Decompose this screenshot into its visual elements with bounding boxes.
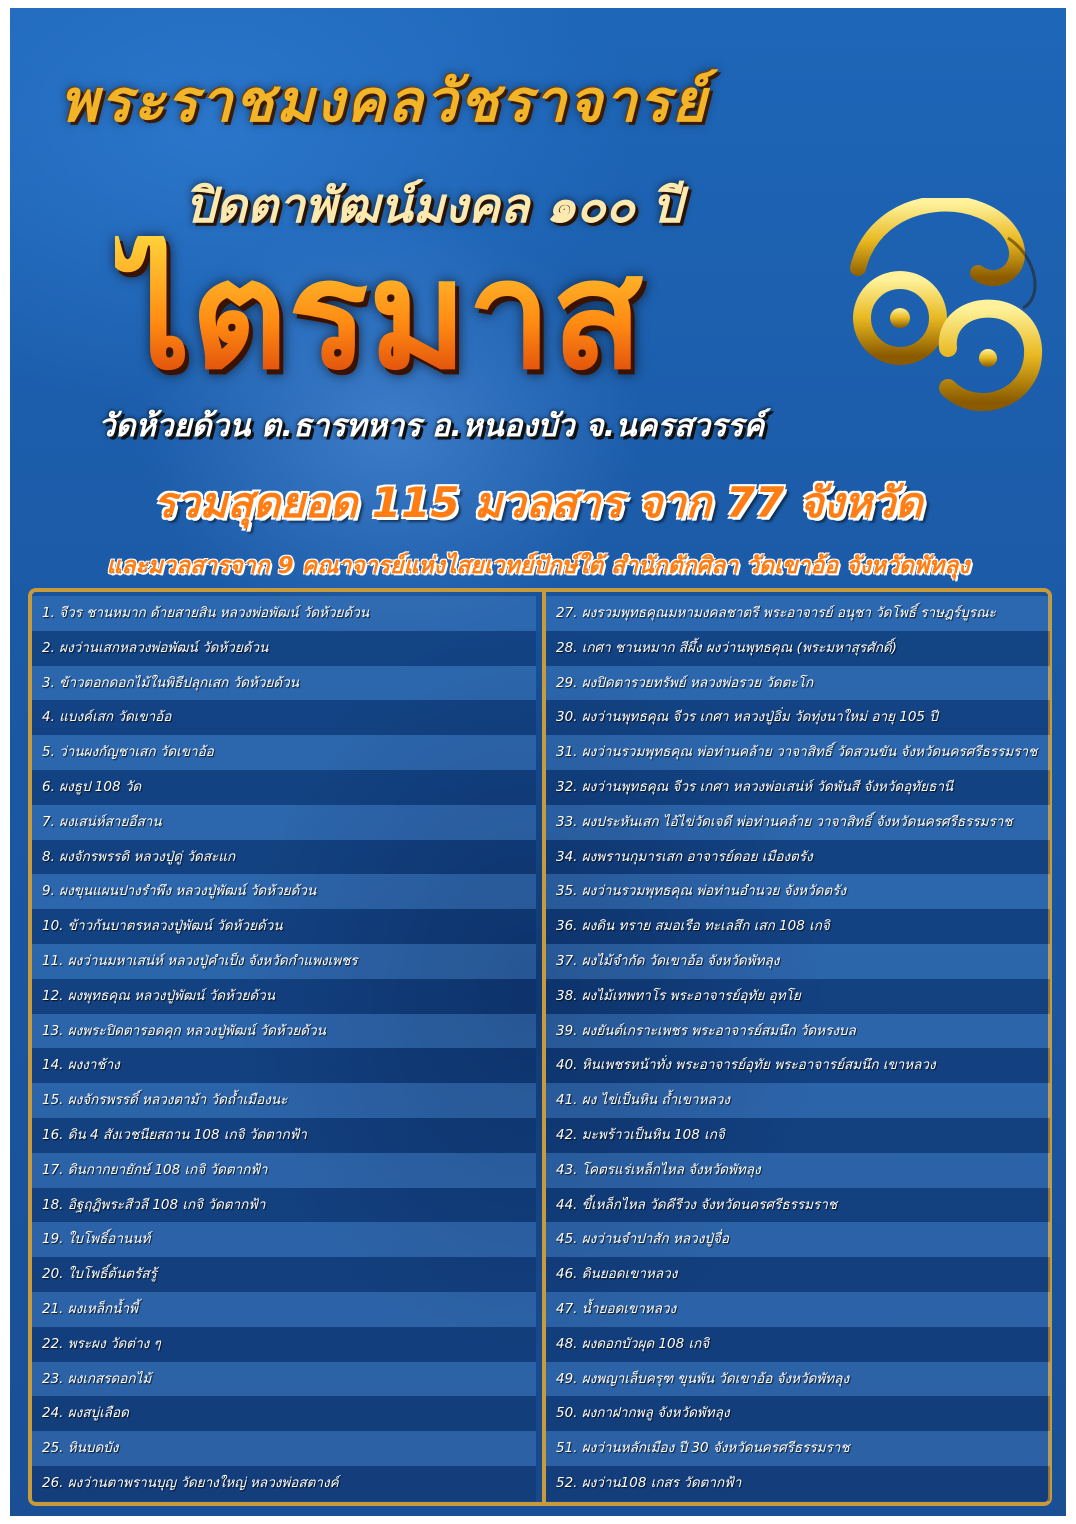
list-item: 3. ข้าวตอกดอกไม้ในพิธีปลุกเสก วัดห้วยด้วน [32,666,536,701]
temple-address: วัดห้วยด้วน ต.ธารทหาร อ.หนองบัว จ.นครสวรรค์ [98,408,765,444]
list-item: 12. ผงพุทธคุณ หลวงปู่พัฒน์ วัดห้วยด้วน [32,979,536,1014]
list-item: 22. พระผง วัดต่าง ๆ [32,1327,536,1362]
list-item: 4. แบงค์เสก วัดเขาอ้อ [32,700,536,735]
list-item: 40. หินเพชรหน้าทั่ง พระอาจารย์อุทัย พระอาจารย์สมนึก เขาหลวง [546,1048,1050,1083]
ingredient-list-left [32,596,536,1501]
list-item: 2. ผงว่านเสกหลวงพ่อพัฒน์ วัดห้วยด้วน [32,631,536,666]
list-item: 48. ผงดอกบัวผุด 108 เกจิ [546,1327,1050,1362]
list-item: 29. ผงปิดตารวยทรัพย์ หลวงพ่อรวย วัดตะโก [546,666,1050,701]
list-item: 24. ผงสบู่เลือด [32,1396,536,1431]
list-item: 31. ผงว่านรวมพุทธคุณ พ่อท่านคล้าย วาจาสิทธิ์ วัดสวนขัน จังหวัดนครศรีธรรมราช [546,735,1050,770]
list-item: 5. ว่านผงกัญชาเสก วัดเขาอ้อ [32,735,536,770]
list-item: 1. จีวร ชานหมาก ด้ายสายสิน หลวงพ่อพัฒน์ วัดห้วยด้วน [32,596,536,631]
list-item: 49. ผงพญาเล็บครุฑ ขุนพัน วัดเขาอ้อ จังหวัดพัทลุง [546,1362,1050,1397]
list-item: 16. ดิน 4 สังเวชนียสถาน 108 เกจิ วัดตากฟ้า [32,1118,536,1153]
list-item: 8. ผงจักรพรรดิ หลวงปู่ดู่ วัดสะแก [32,840,536,875]
list-item: 14. ผงงาช้าง [32,1048,536,1083]
list-item: 45. ผงว่านจำปาสัก หลวงปู่จื่อ [546,1222,1050,1257]
list-item: 30. ผงว่านพุทธคุณ จีวร เกศา หลวงปู่อิ่ม วัดทุ่งนาใหม่ อายุ 105 ปี [546,700,1050,735]
list-item: 9. ผงขุนแผนปางรำพึง หลวงปู่พัฒน์ วัดห้วยด้วน [32,874,536,909]
list-item: 51. ผงว่านหลักเมือง ปี 30 จังหวัดนครศรีธรรมราช [546,1431,1050,1466]
list-item: 26. ผงว่านตาพรานบุญ วัดยางใหญ่ หลวงพ่อสตางค์ [32,1466,536,1501]
ingredient-list-frame [28,588,1052,1506]
list-item: 50. ผงกาฝากพลู จังหวัดพัทลุง [546,1396,1050,1431]
list-item: 34. ผงพรานกุมารเสก อาจารย์ดอย เมืองตรัง [546,840,1050,875]
list-item: 46. ดินยอดเขาหลวง [546,1257,1050,1292]
list-item: 18. อิฐฤฎิพระสีวลี 108 เกจิ วัดตากฟ้า [32,1188,536,1223]
list-item: 52. ผงว่าน108 เกสร วัดตากฟ้า [546,1466,1050,1501]
list-item: 28. เกศา ชานหมาก สีผึ้ง ผงว่านพุทธคุณ (พระมหาสุรศักดิ์) [546,631,1050,666]
list-item: 41. ผง ไข่เป็นหิน ถ้ำเขาหลวง [546,1083,1050,1118]
list-item: 44. ขี้เหล็กไหล วัดคีรีวง จังหวัดนครศรีธรรมราช [546,1188,1050,1223]
list-item: 7. ผงเสน่ห์สายอีสาน [32,805,536,840]
title-line2: ปิดตาพัฒน์มงคล ๑๐๐ ปี [185,178,683,234]
ingredient-list-right [546,596,1050,1501]
list-item: 13. ผงพระปิดตารอดคุก หลวงปู่พัฒน์ วัดห้วยด้วน [32,1014,536,1049]
poster [10,8,1066,1516]
list-item: 32. ผงว่านพุทธคุณ จีวร เกศา หลวงพ่อเสน่ห์ วัดพันสี จังหวัดอุทัยธานี [546,770,1050,805]
headline: รวมสุดยอด 115 มวลสาร จาก 77 จังหวัด [153,478,923,527]
list-item: 10. ข้าวก้นบาตรหลวงปู่พัฒน์ วัดห้วยด้วน [32,909,536,944]
list-item: 39. ผงยันต์เกราะเพชร พระอาจารย์สมนึก วัดหรงบล [546,1014,1050,1049]
list-item: 37. ผงไม้จำกัด วัดเขาอ้อ จังหวัดพัทลุง [546,944,1050,979]
list-item: 38. ผงไม้เทพทาโร พระอาจารย์อุทัย อุทโย [546,979,1050,1014]
list-item: 21. ผงเหล็กน้ำพี้ [32,1292,536,1327]
list-item: 17. ดินกากยายักษ์ 108 เกจิ วัดตากฟ้า [32,1153,536,1188]
list-item: 35. ผงว่านรวมพุทธคุณ พ่อท่านอำนวย จังหวัดตรัง [546,874,1050,909]
list-item: 15. ผงจักรพรรดิ์ หลวงตาม้า วัดถ้ำเมืองนะ [32,1083,536,1118]
main-title: ไตรมาส [115,229,644,403]
list-item: 43. โคตรแร่เหล็กไหล จังหวัดพัทลุง [546,1153,1050,1188]
list-item: 47. น้ำยอดเขาหลวง [546,1292,1050,1327]
list-item: 42. มะพร้าวเป็นหิน 108 เกจิ [546,1118,1050,1153]
list-item: 36. ผงดิน ทราย สมอเรือ ทะเลสึก เสก 108 เกจิ [546,909,1050,944]
list-item: 19. ใบโพธิ์อานนท์ [32,1222,536,1257]
list-item: 6. ผงธูป 108 วัด [32,770,536,805]
title-line1: พระราชมงคลวัชราจารย์ [60,67,708,135]
list-item: 33. ผงประหันเสก ไอ้ไข่วัดเจดี พ่อท่านคล้าย วาจาสิทธิ์ จังหวัดนครศรีธรรมราช [546,805,1050,840]
list-item: 23. ผงเกสรดอกไม้ [32,1362,536,1397]
list-item: 27. ผงรวมพุทธคุณมหามงคลชาตรี พระอาจารย์ อนุชา วัดโพธิ์ ราษฎร์บูรณะ [546,596,1050,631]
gold-numeral-logo-icon [838,198,1048,428]
list-item: 25. หินบดบัง [32,1431,536,1466]
list-item: 11. ผงว่านมหาเสน่ห์ หลวงปู่คำเป็ง จังหวัดกำแพงเพชร [32,944,536,979]
list-item: 20. ใบโพธิ์ต้นตรัสรู้ [32,1257,536,1292]
subheadline: และมวลสารจาก 9 คณาจารย์แห่งไสยเวทย์ปักษ์ใต้ สำนักตักศิลา วัดเขาอ้อ จังหวัดพัทลุง [106,553,970,579]
